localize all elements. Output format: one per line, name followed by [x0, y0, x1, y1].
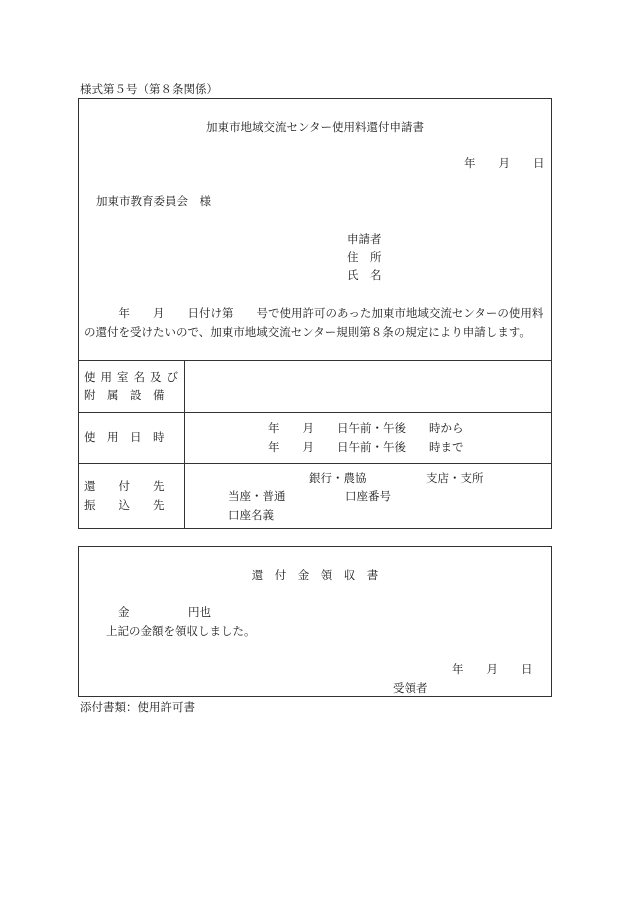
refund-label-line1: 還 付 先 [84, 479, 165, 493]
application-title: 加東市地域交流センター使用料還付申請書 [205, 120, 425, 134]
datetime-to: 年 月 日午前・午後 時まで [268, 440, 464, 454]
account-number-label: 口座番号 [345, 489, 391, 503]
datetime-from: 年 月 日午前・午後 時から [268, 421, 464, 435]
name-label: 氏 名 [347, 268, 382, 282]
table-column-rule [184, 360, 185, 529]
amount-label: 金 [118, 605, 130, 619]
yen-label: 円也 [188, 605, 211, 619]
address-label: 住 所 [347, 250, 382, 264]
received-text: 上記の金額を領収しました。 [106, 624, 256, 638]
table-row-rule-1 [78, 412, 552, 413]
attachment-note: 添付書類：使用許可書 [80, 700, 195, 714]
form-number: 様式第５号（第８条関係） [80, 82, 218, 96]
recipient-label: 受領者 [393, 681, 428, 695]
account-type-label: 当座・普通 [228, 489, 286, 503]
receipt-date: 年 月 日 [452, 662, 533, 676]
applicant-label: 申請者 [347, 232, 382, 246]
refund-label-line2: 振 込 先 [84, 498, 165, 512]
room-label-line2: 附 属 設 備 [84, 388, 165, 402]
room-label-line1: 使用室名及び [84, 370, 178, 384]
branch-label: 支店・支所 [426, 471, 484, 485]
table-top-rule [78, 360, 552, 361]
application-date: 年 月 日 [464, 156, 545, 170]
account-holder-label: 口座名義 [228, 508, 274, 522]
table-row-rule-2 [78, 463, 552, 464]
receipt-title: 還 付 金 領 収 書 [251, 568, 379, 582]
addressee: 加東市教育委員会 様 [96, 194, 211, 208]
datetime-label: 使 用 日 時 [84, 430, 165, 444]
bank-label: 銀行・農協 [309, 471, 367, 485]
application-body-text: 年 月 日付け第 号で使用許可のあった加東市地域交流センターの使用料の還付を受けたいので、加東市地域交流センター規則第８条の規定により申請します。 [84, 306, 544, 339]
